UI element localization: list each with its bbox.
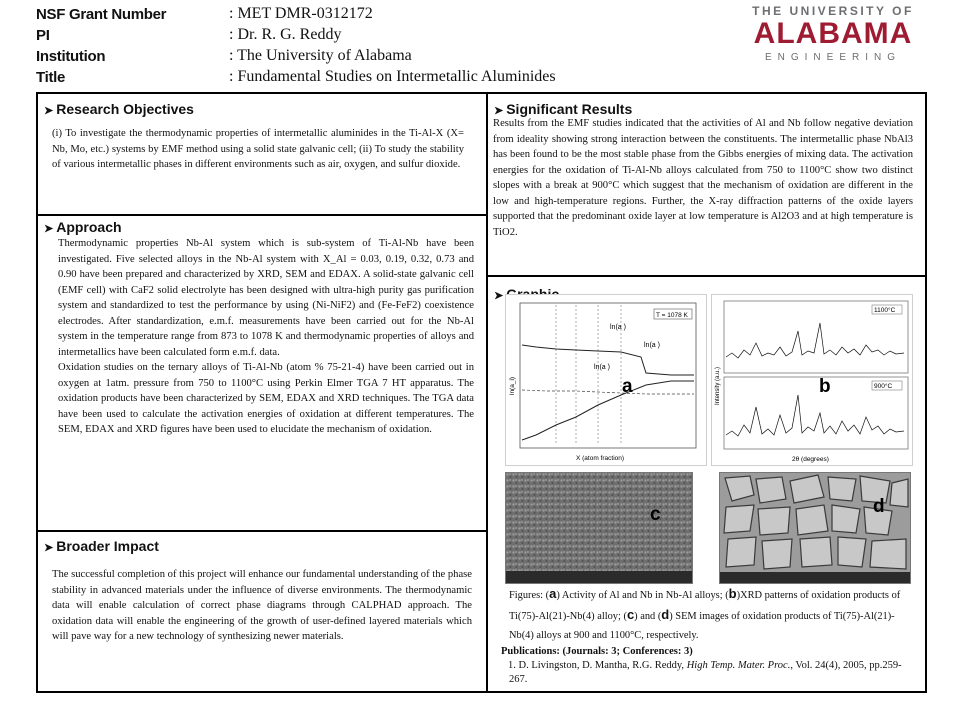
research-objectives-heading — [44, 101, 194, 117]
divider-objectives — [38, 214, 486, 216]
curve-label: ln(a ) — [594, 364, 610, 371]
approach-paragraph-1: Thermodynamic properties Nb-Al system which is sub-system of Ti-Al-Nb have been investigated. Five selected alloys in the Nb-Al system with X_Al = 0.03, 0.19, 0.32, 0.73 and 0.90 have been prepared and characterized by XRD, SEM and EDAX. A solid-state galvanic cell (EMF cell) with CaF2 solid electrolyte has been designed with ultra-high purity gas purification system and standardized to test the performance by using (Ni-NiF2) and (Fe-FeF2) coexistence electrodes. After standardization, e.m.f. measurements have been carried out for the Nb-Al system in the temperature range from 873 to 1078 K and thermodynamic properties of alloys and intermetallics have been calculated form e.m.f. data. — [58, 238, 474, 358]
header-key: NSF Grant Number — [36, 6, 167, 23]
temperature-inset: T = 1078 K — [656, 312, 688, 319]
logo-line-2: ALABAMA — [753, 17, 913, 50]
figure-b-xrd-patterns — [711, 294, 913, 466]
xrd-plot-svg — [712, 295, 912, 465]
x-axis-label: X (atom fraction) — [576, 455, 625, 462]
curve-label: ln(a ) — [610, 324, 626, 331]
arrow-icon: ➤ — [494, 105, 504, 117]
header-row-institution — [36, 48, 636, 68]
divider-approach — [38, 530, 486, 532]
header-row-title — [36, 69, 636, 89]
grain — [726, 537, 756, 567]
divider-results — [488, 275, 925, 277]
xrd-pattern-900c — [726, 395, 904, 436]
publication-item-1 — [501, 659, 917, 687]
research-objectives-title: Research Objectives — [56, 101, 194, 117]
x-axis-label: 2θ (degrees) — [792, 456, 829, 463]
plot-area — [520, 303, 696, 448]
y-axis-label: Intensity (a.u.) — [715, 366, 721, 405]
publication-authors: 1. D. Livingston, D. Mantha, R.G. Reddy, — [508, 660, 687, 671]
arrow-icon: ➤ — [44, 542, 54, 554]
figure-a-activity-plot — [505, 294, 707, 466]
grain — [756, 477, 786, 503]
xrd-pattern-1100c — [726, 323, 904, 358]
sem-image-d-svg — [720, 473, 910, 583]
caption-text: Figures: ( — [509, 590, 550, 601]
approach-heading — [44, 219, 122, 235]
broader-impact-text: The successful completion of this project will enhance our fundamental understanding of the phase stability in advanced materials under the influence of diverse environments. The thermodynamic data will enable calculation of correct phase diagrams through CALPHAD approach. The oxidation data will enable the engineering of the growth of user-defined layered materials which will pave way for a new technology of synthesizing newer materials. — [52, 569, 472, 642]
sem-databar — [720, 572, 910, 583]
grain — [832, 505, 860, 533]
panel-label-d: d — [873, 496, 885, 517]
publications-block — [501, 645, 917, 687]
sem-image-c-svg — [506, 473, 692, 583]
xrd-temperature-bottom: 900°C — [874, 383, 893, 390]
panel-label-c: c — [650, 504, 661, 525]
arrow-icon: ➤ — [494, 290, 504, 302]
publication-journal: High Temp. Mater. Proc. — [686, 660, 791, 671]
header-key: Institution — [36, 48, 106, 65]
y-axis-label: ln(a_i) — [509, 376, 516, 395]
curve-label: ln(a ) — [644, 342, 660, 349]
poster-frame — [36, 92, 927, 693]
grain — [762, 539, 792, 569]
significant-results-title: Significant Results — [506, 101, 633, 117]
grain — [890, 479, 908, 507]
caption-label-d: d — [661, 607, 670, 622]
logo-line-3: ENGINEERING — [764, 52, 901, 63]
caption-text: ) SEM images of oxidation products of Ti(75)-Al(21)-Nb(4) alloys at 900 and 1100°C, respectively. — [509, 611, 895, 641]
broader-impact-title: Broader Impact — [56, 538, 159, 554]
panel-label-b: b — [819, 376, 831, 397]
figure-caption — [509, 584, 909, 645]
header-value: : The University of Alabama — [229, 47, 412, 64]
figure-c-sem-image — [505, 472, 693, 584]
figure-d-sem-image — [719, 472, 911, 584]
approach-text — [58, 236, 474, 438]
activity-plot-svg — [506, 295, 706, 465]
header-row-pi — [36, 27, 636, 47]
grain — [838, 537, 866, 567]
arrow-icon: ➤ — [44, 223, 54, 235]
publication-details: , Vol. 24(4), 2005, pp.259-267. — [509, 660, 902, 685]
panel-label-a: a — [622, 376, 633, 397]
sem-databar — [506, 571, 692, 583]
caption-label-c: c — [626, 607, 635, 622]
caption-text: )XRD patterns of oxidation products of Ti(75)-Al(21)-Nb(4) alloy; ( — [509, 590, 901, 622]
significant-results-heading — [494, 101, 632, 117]
university-logo — [733, 4, 933, 63]
grain — [828, 477, 856, 501]
header-value: : Dr. R. G. Reddy — [229, 26, 342, 43]
grain — [870, 539, 906, 569]
caption-text: ) and ( — [634, 611, 662, 622]
caption-text: ) Activity of Al and Nb in Nb-Al alloys; ( — [556, 590, 729, 601]
xrd-temperature-top: 1100°C — [874, 307, 896, 314]
logo-line-1: THE UNIVERSITY OF — [752, 4, 914, 18]
grain — [724, 505, 754, 533]
header-value: : MET DMR-0312172 — [229, 5, 373, 22]
approach-title: Approach — [56, 219, 122, 235]
grain — [800, 537, 832, 567]
grain — [796, 505, 828, 535]
caption-label-b: b — [728, 586, 737, 601]
publications-heading: Publications: (Journals: 3; Conferences: 3) — [501, 646, 693, 657]
activity-curve-ref — [522, 390, 694, 394]
broader-impact-heading — [44, 538, 159, 554]
approach-paragraph-2: Oxidation studies on the ternary alloys of Ti-Al-Nb (atom % 75-21-4) have been carried out in oxygen at 1atm. pressure from 750 to 1100°C using Perkin Elmer TGA 7 HT apparatus. The oxidation products have been characterized by SEM, EDAX and XRD techniques. The TGA data have been used to calculate the activation energies of oxidation at different temperatures. The SEM, EDAX and XRD figures have been used to elucidate the mechanism of oxidation. — [58, 362, 474, 435]
activity-curve-al — [522, 381, 694, 440]
header-value: : Fundamental Studies on Intermetallic Aluminides — [229, 68, 556, 85]
arrow-icon: ➤ — [44, 105, 54, 117]
sem-texture — [506, 473, 692, 583]
caption-label-a: a — [549, 586, 557, 601]
header-key: Title — [36, 69, 66, 86]
significant-results-text: Results from the EMF studies indicated that the activities of Al and Nb follow negative deviation from ideality showing strong interaction between the constituents. The intermetallic phase NbAl3 has been found to be the most stable phase from the Gibbs energies of mixing data. The activation energies for the oxidation of Ti-Al-Nb alloys calculated from 750 to 1100°C show two distinct slopes with a break at 900°C which suggest that the mechanism of oxidation are different in the low and high-temperature regions. Further, the X-ray diffraction patterns of the oxide layers supported that the predominant oxide layer at low temperature is Al2O3 and at high temperature is TiO2. — [493, 118, 913, 238]
sem-grains — [724, 475, 908, 569]
research-objectives-text: (i) To investigate the thermodynamic properties of intermetallic aluminides in the Ti-Al-X (X= Nb, Mo, etc.) systems by EMF method using a solid state galvanic cell; (ii) To study the stability of various intermetallic phases in different environments such as air, oxygen, and sulfur dioxide. — [52, 128, 464, 170]
header-key: PI — [36, 27, 50, 44]
grain — [758, 507, 790, 535]
header-row-grant — [36, 6, 636, 26]
column-divider — [486, 94, 488, 691]
